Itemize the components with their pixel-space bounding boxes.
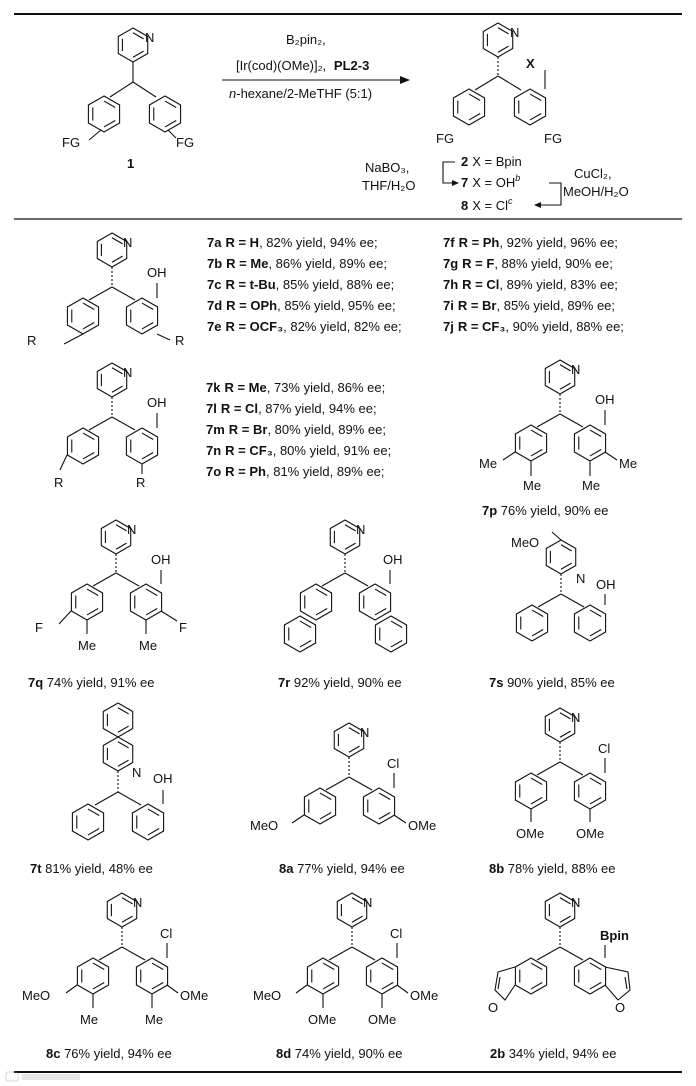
entry-substituent: R = Cl [220,401,259,416]
entry-id: 7n [206,443,222,458]
svg-text:N: N [571,710,581,725]
entry-yield-ee: , 87% yield, 94% ee; [258,401,377,416]
entry-yield-ee: , 82% yield, 94% ee; [259,235,378,250]
left-condition-1: NaBO₃, [365,160,410,175]
svg-text:Me: Me [80,1012,99,1027]
svg-text:F: F [179,620,187,635]
right-condition-2: MeOH/H₂O [563,184,629,199]
svg-text:N: N [571,895,581,910]
entry-id: 7d [207,298,223,313]
svg-text:OMe: OMe [180,988,209,1003]
label-7r: 7r 92% yield, 90% ee [278,675,402,690]
entry-yield-ee: , 85% yield, 88% ee; [275,277,395,292]
entry-7c [207,277,394,292]
reagent-catalyst [236,58,369,73]
svg-text:N: N [123,365,133,380]
reagent-ligand: PL2-3 [333,58,370,73]
entry-yield-ee: , 81% yield, 89% ee; [266,464,385,479]
entry-yield-ee: , 73% yield, 86% ee; [266,380,386,395]
svg-text:Cl: Cl [598,741,611,756]
svg-text:MeO: MeO [511,535,540,550]
entry-substituent: R = t-Bu [225,277,276,292]
svg-text:OMe: OMe [516,826,545,841]
label-8d: 8d 74% yield, 90% ee [276,1046,403,1061]
structure-8c [22,893,208,1027]
structure-7s [511,532,616,641]
svg-text:N: N [576,571,586,586]
svg-text:Cl: Cl [160,926,173,941]
svg-text:OH: OH [151,552,171,567]
svg-text:N: N [356,522,366,537]
svg-text:Me: Me [619,456,638,471]
svg-text:Cl: Cl [387,756,400,771]
svg-text:R: R [27,333,37,348]
entry-yield-ee: , 89% yield, 83% ee; [499,277,618,292]
entry-id: 7a [207,235,222,250]
entry-7a [207,235,378,250]
svg-text:MeO: MeO [22,988,51,1003]
entry-id: 7m [206,422,225,437]
label-7s: 7s 90% yield, 85% ee [489,675,615,690]
label-7t: 7t 81% yield, 48% ee [30,861,153,876]
sm-pyridine-ring [118,28,147,62]
reagent-b2pin2: B₂pin₂, [286,32,326,47]
entries-7a-7e [207,235,402,334]
svg-text:OMe: OMe [308,1012,337,1027]
entry-yield-ee: , 90% yield, 88% ee; [505,319,624,334]
prod-left-aryl-ring [453,89,484,125]
svg-text:N: N [363,895,373,910]
variant-7: 7 $X = OH^b$ [461,173,521,190]
svg-text:N: N [360,725,370,740]
left-bracket-arrow [443,162,455,183]
sm-pyridine-n: N [145,30,155,45]
entry-yield-ee: , 92% yield, 96% ee; [499,235,618,250]
label-8a: 8a 77% yield, 94% ee [279,861,405,876]
prod-right-aryl-ring [514,89,545,125]
entry-id: 7l [206,401,217,416]
solvent-text: -hexane/2-MeTHF (5:1) [236,86,373,101]
entry-7i [443,298,615,313]
svg-text:MeO: MeO [250,818,279,833]
entry-7o [206,464,385,479]
entry-7k [206,380,385,395]
sm-right-aryl-ring [149,96,180,132]
entry-yield-ee: , 80% yield, 91% ee; [272,443,392,458]
label-7q: 7q 74% yield, 91% ee [28,675,155,690]
entry-7d [207,298,396,313]
structure-2b [488,893,630,1015]
prod-fg-left: FG [436,131,455,146]
entry-substituent: R = Me [224,380,267,395]
right-condition-1: CuCl₂, [574,166,612,181]
entry-id: 7j [443,319,454,334]
svg-text:OH: OH [383,552,403,567]
entries-7f-7j [443,235,624,334]
entry-substituent: R = CF₃ [225,443,273,458]
structure-7p [479,360,637,493]
entry-yield-ee: , 88% yield, 90% ee; [494,256,613,271]
structure-8a [250,723,436,833]
entry-id: 7o [206,464,222,479]
entry-yield-ee: , 85% yield, 95% ee; [277,298,396,313]
structure-7r [284,520,406,652]
svg-text:F: F [35,620,43,635]
svg-text:OH: OH [596,577,616,592]
entry-id: 7g [443,256,459,271]
product-variants [362,154,629,213]
entry-yield-ee: , 82% yield, 82% ee; [283,319,402,334]
svg-text:Me: Me [582,478,601,493]
svg-text:OH: OH [595,392,615,407]
svg-text:N: N [571,362,581,377]
entry-substituent: R = OPh [226,298,278,313]
entry-id: 7k [206,380,221,395]
svg-text:OMe: OMe [408,818,437,833]
solvent-italic-n: n [229,86,237,101]
structure-7a-7j [27,233,184,348]
entry-substituent: R = OCF₃ [225,319,284,334]
sm-compound-number: 1 [127,156,135,171]
entry-substituent: R = Ph [458,235,500,250]
svg-text:OH: OH [147,395,167,410]
label-7p: 7p 76% yield, 90% ee [482,503,609,518]
svg-text:Me: Me [523,478,542,493]
svg-text:Cl: Cl [390,926,403,941]
sm-fg-right: FG [176,135,195,150]
entry-substituent: R = Cl [462,277,500,292]
entry-yield-ee: , 80% yield, 89% ee; [267,422,386,437]
entry-substituent: R = Ph [225,464,266,479]
entry-7f [443,235,618,250]
svg-text:O: O [615,1000,626,1015]
entry-yield-ee: , 86% yield, 89% ee; [268,256,387,271]
entry-id: 7e [207,319,222,334]
reaction-arrow-group [222,32,410,101]
entry-id: 7f [443,235,455,250]
svg-text:N: N [123,235,133,250]
sm-left-aryl-ring [88,96,119,132]
structure-7k-7o [54,363,167,490]
label-8b: 8b 78% yield, 88% ee [489,861,616,876]
structure-7q [35,520,187,653]
svg-text:OMe: OMe [368,1012,397,1027]
sm-fg-left: FG [62,135,81,150]
svg-text:R: R [136,475,146,490]
entry-substituent: R = Br [457,298,497,313]
entry-id: 7c [207,277,222,292]
svg-text:Me: Me [78,638,97,653]
entry-7l [206,401,377,416]
structure-8b [515,708,610,841]
svg-text:N: N [133,895,143,910]
svg-text:O: O [488,1000,499,1015]
watermark-logo [6,1072,80,1081]
entry-substituent: R = Br [228,422,268,437]
entry-7h [443,277,618,292]
entry-substituent: R = F [462,256,495,271]
svg-text:Me: Me [139,638,158,653]
prod-x-label: X [526,56,535,71]
svg-text:MeO: MeO [253,988,282,1003]
starting-material-1 [62,28,194,171]
entry-7e [207,319,402,334]
label-2b: 2b 34% yield, 94% ee [490,1046,617,1061]
entries-7k-7o [206,380,391,479]
prod-pyridine-n: N [510,25,520,40]
svg-text:OMe: OMe [410,988,439,1003]
entry-substituent: R = H [225,235,260,250]
svg-text:R: R [54,475,64,490]
variant-8: 8 $X = Cl^c$ [461,196,513,213]
entry-7j [443,319,624,334]
variant-2: 2 X = Bpin [461,154,522,169]
reaction-solvent [229,86,372,101]
label-8c: 8c 76% yield, 94% ee [46,1046,172,1061]
svg-text:N: N [132,765,142,780]
reagent-catalyst-text: [Ir(cod)(OMe)]₂, [236,58,327,73]
main-arrowhead [400,76,410,84]
svg-text:R: R [175,333,185,348]
right-bracket-arrow [541,183,561,205]
svg-text:Me: Me [479,456,498,471]
svg-text:Me: Me [145,1012,164,1027]
entry-substituent: R = Me [226,256,269,271]
product-general [436,23,562,146]
entry-7m [206,422,386,437]
entry-yield-ee: , 85% yield, 89% ee; [496,298,616,313]
entry-id: 7h [443,277,459,292]
svg-text:Bpin: Bpin [600,928,629,943]
structure-8d [253,893,438,1027]
prod-pyridine-ring [483,23,512,57]
entry-7b [207,256,387,271]
svg-text:OMe: OMe [576,826,605,841]
svg-text:N: N [127,522,137,537]
svg-text:OH: OH [147,265,167,280]
prod-fg-right: FG [544,131,563,146]
entry-id: 7i [443,298,454,313]
svg-text:OH: OH [153,771,173,786]
structure-7t [72,703,172,840]
entry-id: 7b [207,256,223,271]
entry-7n [206,443,391,458]
entry-7g [443,256,613,271]
left-condition-2: THF/H₂O [362,178,416,193]
entry-substituent: R = CF₃ [457,319,506,334]
